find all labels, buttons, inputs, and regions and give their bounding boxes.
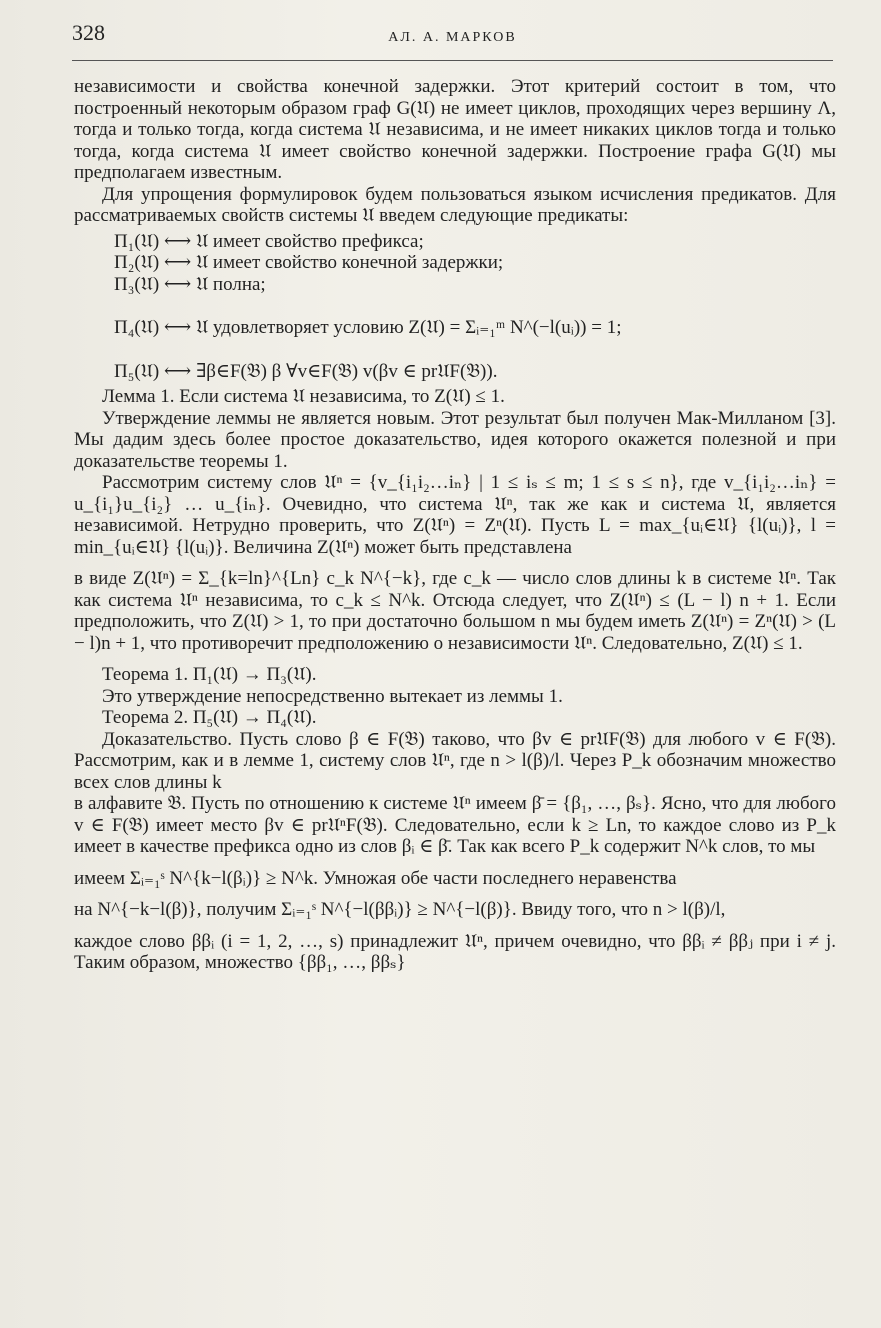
paragraph: Утверждение леммы не является новым. Этот результат был получен Мак-Милланом [3]. Мы дадим здесь более простое доказательство, идея которого окажется полезной и при доказательстве теоремы 1.: [74, 407, 836, 472]
proof-paragraph: каждое слово ββᵢ (i = 1, 2, …, s) принадлежит 𝔘ⁿ, причем очевидно, что ββᵢ ≠ ββⱼ при i ≠ j. Таким образом, множество {ββ₁, …, ββₛ}: [74, 930, 836, 973]
predicate-p1: Π₁(𝔘) ⟷ 𝔘 имеет свойство префикса;: [114, 230, 424, 252]
predicate-p2: Π₂(𝔘) ⟷ 𝔘 имеет свойство конечной задержки;: [114, 252, 504, 273]
proof-paragraph: на N^{−k−l(β)}, получим Σᵢ₌₁ˢ N^{−l(ββᵢ)} ≥ N^{−l(β)}. Ввиду того, что n > l(β)/l,: [74, 899, 726, 920]
lemma-statement: Лемма 1. Если система 𝔘 независима, то Z(𝔘) ≤ 1.: [102, 386, 505, 407]
page-body: [74, 76, 836, 974]
theorem-1-note: Это утверждение непосредственно вытекает из леммы 1.: [102, 685, 563, 707]
proof-paragraph: в алфавите 𝔅. Пусть по отношению к системе 𝔘ⁿ имеем β̄ = {β₁, …, βₛ}. Ясно, что для любого v ∈ F(𝔅) имеет место βv ∈ pr𝔘ⁿF(𝔅). Следовательно, если k ≥ Ln, то каждое слово из P_k имеет в качестве префикса одно из слов βᵢ ∈ β̄. Так как всего P_k содержит N^k слов, то мы: [74, 793, 836, 857]
paragraph: независимости и свойства конечной задержки. Этот критерий состоит в том, что построенный некоторым образом граф G(𝔘) не имеет циклов, проходящих через вершину Λ, тогда и только тогда, когда система 𝔘 независима, и не имеет никаких циклов тогда и только тогда, когда система 𝔘 имеет свойство конечной задержки. Построение графа G(𝔘) мы предполагаем известным.: [74, 76, 836, 183]
theorem-2: Теорема 2. Π₅(𝔘) → Π₄(𝔘).: [102, 707, 317, 728]
page-header: [72, 20, 833, 56]
paragraph: Для упрощения формулировок будем пользоваться языком исчисления предикатов. Для рассматриваемых свойств системы 𝔘 введем следующие предикаты:: [74, 183, 836, 226]
running-title: АЛ. А. МАРКОВ: [388, 30, 517, 45]
predicate-list: [114, 231, 836, 383]
proof-paragraph: Доказательство. Пусть слово β ∈ F(𝔅) таково, что βv ∈ pr𝔘F(𝔅) для любого v ∈ F(𝔅). Рассмотрим, как и в лемме 1, систему слов 𝔘ⁿ, где n > l(β)/l. Через P_k обозначим множество всех слов длины k: [74, 728, 836, 793]
page-number: 328: [72, 20, 105, 45]
theorem-1: Теорема 1. Π₁(𝔘) → Π₃(𝔘).: [102, 664, 317, 685]
paragraph: в виде Z(𝔘ⁿ) = Σ_{k=ln}^{Ln} c_k N^{−k}, где c_k — число слов длины k в системе 𝔘ⁿ. Так как система 𝔘ⁿ независима, то c_k ≤ N^k. Отсюда следует, что Z(𝔘ⁿ) ≤ (L − l) n + 1. Если предположить, что Z(𝔘) > 1, то при достаточно большом n мы будем иметь Z(𝔘ⁿ) = Zⁿ(𝔘) > (L − l)n + 1, что противоречит предположению о независимости 𝔘ⁿ. Следовательно, Z(𝔘) ≤ 1.: [74, 568, 836, 654]
header-rule: [72, 60, 833, 61]
predicate-p4: Π₄(𝔘) ⟷ 𝔘 удовлетворяет условию Z(𝔘) = Σᵢ₌₁ᵐ N^(−l(uᵢ)) = 1;: [114, 317, 622, 338]
proof-paragraph: имеем Σᵢ₌₁ˢ N^{k−l(βᵢ)} ≥ N^k. Умножая обе части последнего неравенства: [74, 867, 677, 889]
predicate-p5: Π₅(𝔘) ⟷ ∃β∈F(𝔅) β ∀v∈F(𝔅) v(βv ∈ pr𝔘F(𝔅)).: [114, 360, 498, 382]
predicate-p3: Π₃(𝔘) ⟷ 𝔘 полна;: [114, 273, 266, 295]
paragraph: Рассмотрим систему слов 𝔘ⁿ = {v_{i₁i₂…iₙ} | 1 ≤ iₛ ≤ m; 1 ≤ s ≤ n}, где v_{i₁i₂…iₙ} = u_{i₁}u_{i₂} … u_{iₙ}. Очевидно, что система 𝔘ⁿ, так же как и система 𝔘, является независимой. Нетрудно проверить, что Z(𝔘ⁿ) = Zⁿ(𝔘). Пусть L = max_{uᵢ∈𝔘} {l(uᵢ)}, l = min_{uᵢ∈𝔘} {l(uᵢ)}. Величина Z(𝔘ⁿ) может быть представлена: [74, 472, 836, 558]
